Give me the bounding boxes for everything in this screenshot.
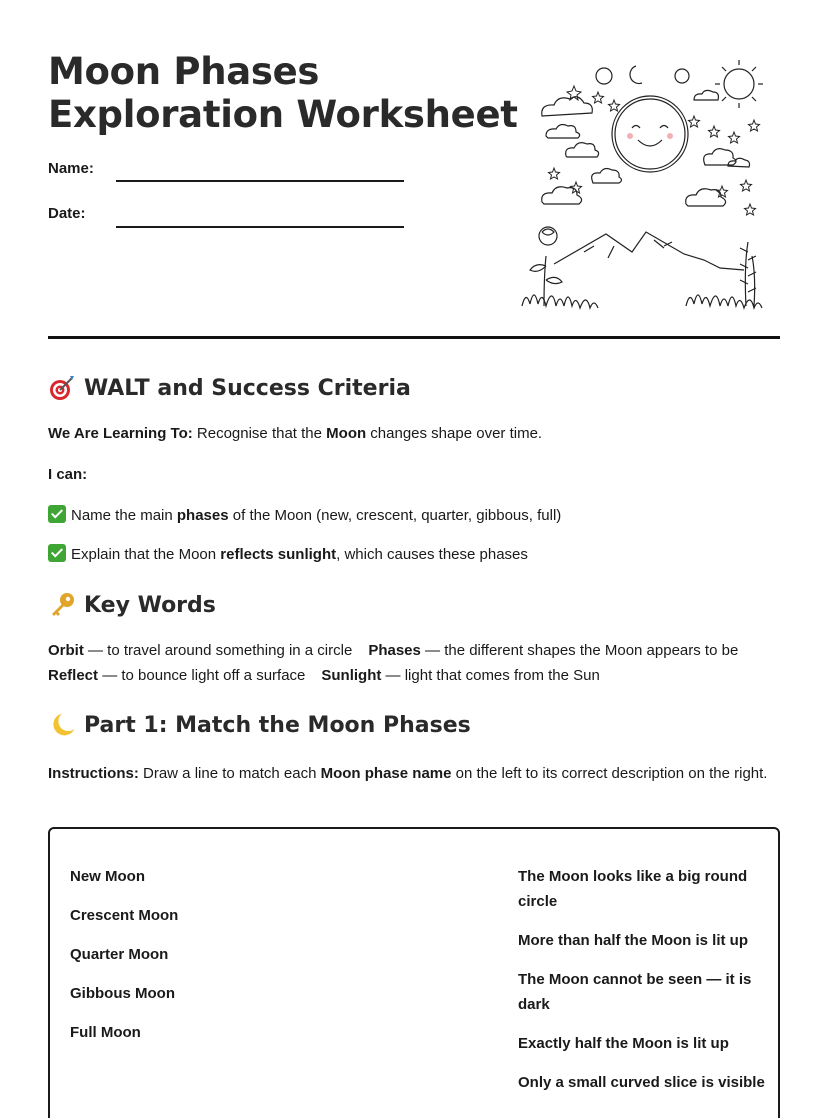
name-label: Name: [48, 160, 94, 177]
key-term: Sunlight [321, 667, 382, 684]
part1-instructions: Instructions: Draw a line to match each Moon phase name on the left to its correct description on the right. [48, 765, 768, 782]
phase-description-item[interactable]: The Moon looks like a big round circle [518, 868, 748, 910]
phase-description-item[interactable]: Exactly half the Moon is lit up [518, 1035, 729, 1052]
phase-description-item[interactable]: Only a small curved slice is visible [518, 1074, 765, 1091]
walt-heading-text: WALT and Success Criteria [84, 375, 411, 401]
phase-name-item[interactable]: Gibbous Moon [70, 985, 175, 1002]
key-words-list [48, 638, 788, 688]
sun-icon [715, 60, 763, 108]
learning-label: We Are Learning To: [48, 425, 193, 442]
section-divider [48, 336, 780, 339]
key-definition: — the different shapes the Moon appears to be [420, 642, 739, 659]
part1-heading [48, 711, 471, 739]
cloud-icon [566, 143, 599, 157]
learning-objective [48, 424, 542, 444]
flower-icon [530, 227, 562, 306]
full-moon-small-icon [596, 68, 612, 84]
cloud-icon [542, 187, 582, 204]
key-words-heading [48, 591, 216, 619]
matching-activity-box [48, 827, 780, 1118]
learning-text-end: changes shape over time. [366, 425, 543, 442]
learning-keyword: Moon [326, 425, 367, 442]
title-line-2: Exploration Worksheet [48, 93, 518, 136]
walt-heading [48, 374, 411, 402]
check-icon [48, 505, 66, 523]
cloud-icon [542, 97, 593, 116]
check-icon [48, 544, 66, 562]
key-words-row [48, 638, 788, 663]
cloud-icon [704, 149, 736, 165]
criterion-1: Name the main phases of the Moon (new, crescent, quarter, gibbous, full) [48, 505, 561, 526]
smiling-moon-icon [612, 96, 688, 172]
cloud-icon [694, 90, 718, 100]
crescent-moon-icon [48, 711, 76, 739]
key-term: Orbit [48, 642, 84, 659]
crescent-moon-small-icon [630, 66, 642, 84]
key-term: Phases [368, 642, 421, 659]
phase-name-item[interactable]: Crescent Moon [70, 907, 179, 924]
cloud-icon [686, 189, 726, 206]
key-definition: — to bounce light off a surface [98, 667, 306, 684]
page-title [48, 50, 518, 136]
key-definition: — light that comes from the Sun [381, 667, 600, 684]
grass-left-icon [522, 295, 598, 308]
learning-text: Recognise that the [192, 425, 327, 442]
target-icon [48, 374, 76, 402]
plant-right-icon [740, 242, 756, 306]
cloud-icon [728, 158, 750, 167]
key-words-row [48, 663, 788, 688]
moon-small-icon [675, 69, 689, 83]
phase-name-item[interactable]: Quarter Moon [70, 946, 169, 963]
date-field[interactable] [116, 226, 404, 228]
phase-name-item[interactable]: Full Moon [70, 1024, 141, 1041]
key-definition: — to travel around something in a circle [83, 642, 353, 659]
cloud-icon [546, 125, 580, 138]
i-can-label: I can: [48, 466, 88, 483]
criterion-2: Explain that the Moon reflects sunlight, which causes these phases [48, 544, 528, 565]
phase-name-item[interactable]: New Moon [70, 868, 145, 885]
moon-landscape-illustration [514, 56, 778, 318]
key-icon [48, 591, 76, 619]
part1-heading-text: Part 1: Match the Moon Phases [84, 712, 471, 738]
key-words-heading-text: Key Words [84, 592, 216, 618]
phase-description-item[interactable]: The Moon cannot be seen — it is dark [518, 971, 752, 1013]
phase-description-item[interactable]: More than half the Moon is lit up [518, 932, 748, 949]
mountains-icon [554, 232, 744, 270]
grass-right-icon [686, 295, 762, 308]
key-term: Reflect [48, 667, 99, 684]
name-field[interactable] [116, 180, 404, 182]
title-line-1: Moon Phases [48, 50, 320, 93]
date-label: Date: [48, 205, 86, 222]
cloud-icon [592, 169, 622, 183]
